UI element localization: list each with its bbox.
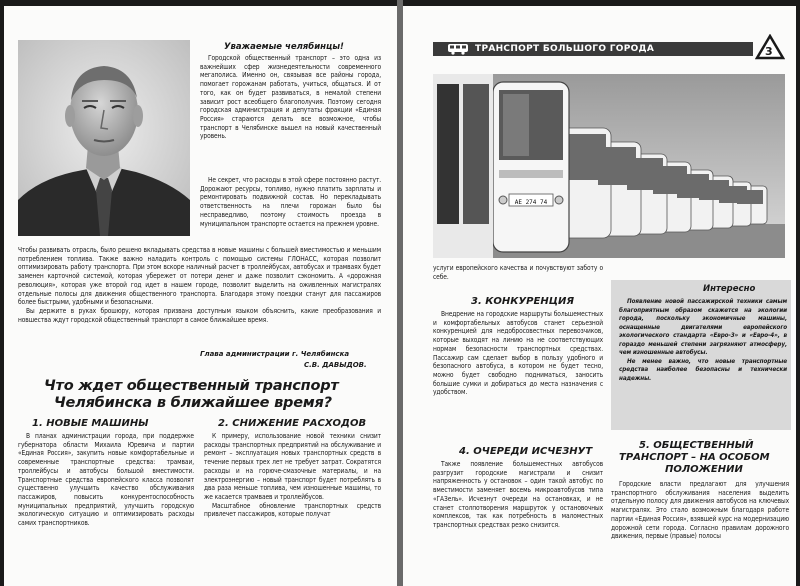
portrait-illustration (18, 40, 190, 236)
section-2-title: 2. СНИЖЕНИЕ РАСХОДОВ (218, 418, 367, 429)
intro-paragraph: Чтобы развивать отрасль, было решено вкладывать средства в новые машины с большей вместимостью и меньшим потреблением топлива. Также важно наладить контроль с помощью системы ГЛОНАСС, которая позволит оптимизировать работу транспорта. При этом вскоре наличный расчет в троллейбусах, автобусах и трамваях будет заменен карточной системой, которая убережет от потери денег и даже позволит сэкономить. А «дорожная революция», которая уже второй год идет в нашем городе, позволит выделить на оживленных магистралях отдельные полосы для движения общественного транспорта. Благодаря этому поездки станут для пассажиров более быстрыми, удобными и безопасными. (18, 246, 381, 307)
section-3-title: 3. КОНКУРЕНЦИЯ (471, 296, 575, 307)
section-5-paragraph: Городские власти предлагают для улучшения транспортного обслуживания населения выделить отдельную полосу для движения автобусов на ключевых магистралях. Это стало возможным благодаря работе партии «Единая Россия», взявшей курс на модернизацию дорожной сети города. Согласно правилам дорожного движения, первые (правые) полосы (611, 480, 789, 541)
interest-paragraph: Появление новой пассажирской техники самым благоприятным образом скажется на экологии города, поскольку экономичные машины, оснащенные двигателями европейского экологического стандарта «Евро-3» и «Евро-4», в гораздо меньшей степени загрязняют атмосферу, чем изношенные автобусы. (619, 298, 787, 356)
section-2-paragraph: Масштабное обновление транспортных средств привлечет пассажиров, которые получат (204, 501, 381, 519)
continuation-paragraph: услуги европейского качества и почувствуют заботу о себе. (433, 264, 603, 281)
continuation-text (433, 264, 603, 281)
left-page (4, 6, 397, 586)
section-1-text (18, 432, 194, 582)
section-1-paragraph: В планах администрации города, при поддержке губернатора области Михаила Юревича и партии «Единая Россия», закупить новые комфортабельные и современные транспортные средства: трамваи, троллейбусы и автобусы большой вместимости. Транспортные средства европейского класса позволят существенно улучшить качество обслуживания пассажиров, повысить конкурентоспособность муниципальных предприятий, улучшить городскую экологическую ситуацию и оптимизировать расходы самих транспортников. (18, 432, 194, 528)
section-header-title: ТРАНСПОРТ БОЛЬШОГО ГОРОДА (475, 44, 655, 54)
main-title-line2: Челябинска в ближайшее время? (54, 395, 332, 411)
section-5-text (611, 480, 789, 582)
bus-fleet-photo (433, 74, 785, 258)
interest-label: Интересно (703, 284, 756, 294)
interest-paragraph: Не менее важно, что новые транспортные средства наиболее безопасны и технически надежны. (619, 357, 787, 382)
section-2-text (204, 432, 381, 582)
interest-text (619, 298, 787, 430)
intro-paragraph: Городской общественный транспорт – это одна из важнейших сфер жизнедеятельности современного мегаполиса. Именно он, связывая все районы города, помогает горожанам работать, учиться, общаться. И от того, как он будет развиваться, в немалой степени зависит рост всеобщего благополучия. Поэтому сегодня городская администрация и депутаты фракции «Единая Россия» стараются делать все возможное, чтобы транспорт в Челябинске вышел на новый качественный уровень. (200, 54, 381, 141)
intro-paragraph: Вы держите в руках брошюру, которая призвана доступным языком объяснить, какие преобразования и новшества ждут городской общественный транспорт в самое ближайшее время. (18, 306, 381, 324)
page-number: 3 (765, 45, 773, 58)
portrait-photo (18, 40, 190, 236)
bus-icon (447, 43, 469, 55)
section-2-paragraph: К примеру, использование новой техники снизит расходы транспортных предприятий на обслуживание и ремонт – эксплуатация новых транспортных средств в течение первых трех лет не требует затрат. Сократятся расходы и на горюче-смазочные материалы, и на электроэнергию – новый транспорт будет потреблять в два раза меньше топлива, чем изношенные машины, то же касается трамваев и троллейбусов. (204, 432, 381, 501)
intro-text-top (200, 54, 381, 141)
bus-license-plate: АЕ 274 74 (514, 199, 548, 206)
section-5-title-line3: ПОЛОЖЕНИИ (665, 464, 743, 475)
signature-role: Глава администрации г. Челябинска (200, 350, 350, 358)
section-5-title-line1: 5. ОБЩЕСТВЕННЫЙ (639, 440, 754, 451)
section-3-paragraph: Внедрение на городские маршруты большеместных и комфортабельных автобусов станет серьезной конкуренцией для недобросовестных перевозчиков, которые выходят на линию на не соответствующих нормам безопасности транспортных средствах. Пассажир сам сделает выбор в пользу удобного и безопасного автобуса, в котором не будет тесно, можно будет свободно подниматься, заносить большие сумки и добираться до места назначения с удобством. (433, 310, 603, 397)
section-4-title: 4. ОЧЕРЕДИ ИСЧЕЗНУТ (459, 446, 593, 457)
right-page (403, 6, 796, 586)
section-4-text (433, 460, 603, 582)
intro-text-bottom (18, 246, 381, 341)
section-1-title: 1. НОВЫЕ МАШИНЫ (32, 418, 149, 429)
greeting-heading: Уважаемые челябинцы! (224, 42, 344, 52)
section-5-title-line2: ТРАНСПОРТ – НА ОСОБОМ (619, 452, 770, 463)
intro-text-middle (200, 176, 381, 246)
bus-fleet-illustration (433, 74, 785, 258)
signature-name: С.В. ДАВЫДОВ. (304, 361, 367, 369)
section-4-paragraph: Также появление большеместных автобусов разгрузит городские магистрали и снизит напряженность у остановок – один такой автобус по вместимости заменяет восемь микроавтобусов типа «ГАЗель». Исчезнут очереди на остановках, и не станет столпотворения маршруток у остановочных комплексов, так как потребность в маломестных транспортных средствах резко снизится. (433, 460, 603, 529)
intro-paragraph: Не секрет, что расходы в этой сфере постоянно растут. Дорожают ресурсы, топливо, нужно платить зарплаты и ремонтировать подвижной состав. Но перекладывать ответственность на плечи горожан было бы несправедливо, поэтому стоимость проезда в муниципальном транспорте остается на прежнем уровне. (200, 176, 381, 228)
section-3-text (433, 310, 603, 446)
main-title-line1: Что ждет общественный транспорт (44, 378, 339, 394)
